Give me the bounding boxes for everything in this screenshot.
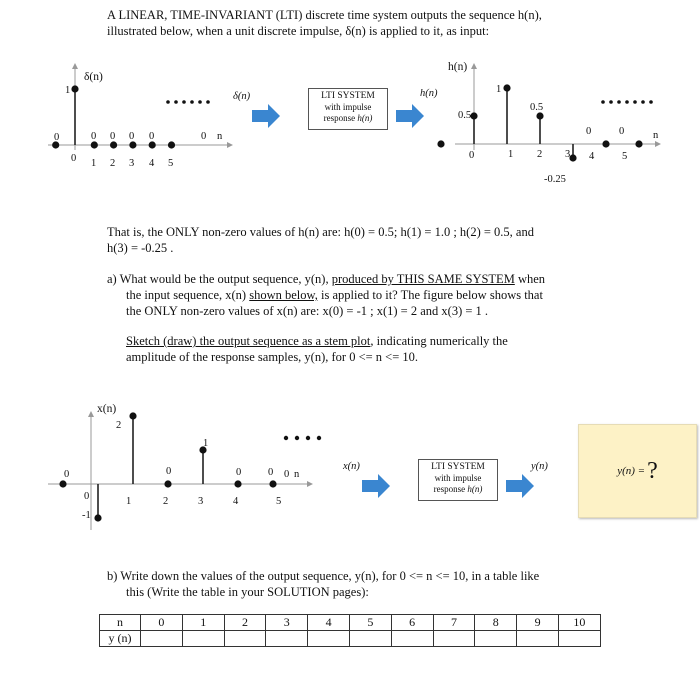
table-cell-n: 8: [475, 615, 517, 631]
delta-continuation-dots: [166, 100, 210, 104]
delta-tick-label: 5: [168, 158, 174, 169]
top-system-line-3: response h(n): [323, 113, 373, 123]
bottom-output-label: y(n): [531, 461, 548, 472]
table-cell-yn: [182, 631, 224, 647]
x-zero-label: 0: [284, 469, 290, 480]
x-stem-point: [234, 480, 241, 487]
part-a-line-2: the input sequence, x(n) shown below, is applied to it? The figure below shows that: [126, 288, 543, 302]
h-label: h(n): [448, 61, 468, 73]
bottom-lti-system-box: [418, 459, 498, 501]
delta-n-label: n: [217, 131, 223, 142]
part-b-line-2: this (Write the table in your SOLUTION pages):: [126, 585, 369, 599]
h-stem-point: [635, 140, 642, 147]
h-value-label: 0.5: [458, 110, 472, 121]
table-cell-n: 10: [558, 615, 600, 631]
part-a-line-5: amplitude of the response samples, y(n), for 0 <= n <= 10.: [126, 350, 419, 364]
table-cell-n: 5: [349, 615, 391, 631]
bottom-output-arrow-icon: [506, 474, 534, 498]
table-cell-n: 6: [391, 615, 433, 631]
delta-stem-point: [168, 141, 175, 148]
h-tick-label: 1: [508, 149, 514, 160]
x-tick-label: 3: [198, 496, 204, 507]
x-stem-point: [164, 480, 171, 487]
table-cell-n: 1: [182, 615, 224, 631]
delta-one-label: 1: [65, 85, 71, 96]
delta-tick-label: 2: [110, 158, 116, 169]
table-header-n: n: [100, 615, 141, 631]
h-tick-label: 5: [622, 151, 628, 162]
table-cell-yn: [391, 631, 433, 647]
bottom-system-line-2: with impulse: [434, 473, 482, 483]
x-label: x(n): [97, 403, 117, 415]
table-cell-n: 7: [433, 615, 475, 631]
x-stem-point: [129, 412, 136, 419]
x-tick-label: 2: [163, 496, 169, 507]
h-value-label: 1: [496, 84, 502, 95]
x-continuation-dots: [284, 436, 321, 440]
h-value-label: -0.25: [544, 174, 566, 185]
top-input-label: δ(n): [233, 91, 251, 102]
delta-zero-label: 0: [149, 131, 155, 142]
table-cell-n: 0: [141, 615, 183, 631]
answer-question-mark: ?: [647, 457, 658, 484]
table-cell-n: 2: [224, 615, 266, 631]
top-output-label: h(n): [420, 88, 438, 99]
delta-tick-label: 0: [71, 153, 77, 164]
x-tick-label: 0: [84, 491, 90, 502]
x-zero-label: 0: [268, 467, 274, 478]
x-value-label: 2: [116, 420, 122, 431]
delta-tick-label: 1: [91, 158, 97, 169]
h-stem-point: [569, 154, 576, 161]
h-stem-point: [470, 112, 477, 119]
x-stem-point: [59, 480, 66, 487]
part-a-line-3: the ONLY non-zero values of x(n) are: x(0) = -1 ; x(1) = 2 and x(3) = 1 .: [126, 304, 489, 318]
h-tick-label: 2: [537, 149, 543, 160]
table-cell-yn: [141, 631, 183, 647]
delta-zero-label: 0: [201, 131, 207, 142]
delta-stem-point: [149, 141, 156, 148]
table-cell-n: 4: [308, 615, 350, 631]
table-cell-n: 9: [517, 615, 559, 631]
h-stem-point: [602, 140, 609, 147]
delta-tick-label: 4: [149, 158, 155, 169]
x-tick-label: 5: [276, 496, 282, 507]
h-zero-label: 0: [586, 126, 592, 137]
table-header-yn: y (n): [100, 631, 141, 647]
delta-zero-label: 0: [91, 131, 97, 142]
note-line-2: h(3) = -0.25 .: [107, 241, 174, 255]
h-stem-point: [536, 112, 543, 119]
table-cell-yn: [224, 631, 266, 647]
top-system-line-2: with impulse: [324, 102, 372, 112]
answer-text: y(n) =: [617, 465, 646, 477]
x-zero-label: 0: [236, 467, 242, 478]
x-value-label: 1: [203, 438, 209, 449]
table-cell-yn: [475, 631, 517, 647]
note-line-1: That is, the ONLY non-zero values of h(n) are: h(0) = 0.5; h(1) = 1.0 ; h(2) = 0.5, and: [107, 225, 534, 239]
top-system-line-1: LTI SYSTEM: [321, 91, 375, 101]
x-n-label: n: [294, 469, 300, 480]
h-value-label: 0.5: [530, 102, 544, 113]
top-lti-system-box: [308, 88, 388, 130]
x-stem-point: [94, 514, 101, 521]
x-zero-label: 0: [64, 469, 70, 480]
delta-zero-label: 0: [54, 132, 60, 143]
delta-zero-label: 0: [129, 131, 135, 142]
bottom-system-line-1: LTI SYSTEM: [431, 462, 485, 472]
h-tick-label: 0: [469, 150, 475, 161]
h-tick-label: 4: [589, 151, 595, 162]
part-a-line-1: a) What would be the output sequence, y(n), produced by THIS SAME SYSTEM when: [107, 272, 546, 286]
part-a-line-4: Sketch (draw) the output sequence as a stem plot, indicating numerically the: [126, 334, 508, 348]
delta-zero-label: 0: [110, 131, 116, 142]
table-cell-yn: [349, 631, 391, 647]
bottom-input-arrow-icon: [362, 474, 390, 498]
table-cell-yn: [517, 631, 559, 647]
part-b-line-1: b) Write down the values of the output sequence, y(n), for 0 <= n <= 10, in a table like: [107, 569, 540, 583]
x-value-label: -1: [82, 510, 91, 521]
h-stem-point: [437, 140, 444, 147]
x-tick-label: 4: [233, 496, 239, 507]
top-input-arrow-icon: [252, 104, 280, 128]
bottom-system-line-3: response h(n): [433, 484, 483, 494]
h-tick-label: 3: [565, 149, 571, 160]
table-cell-yn: [266, 631, 308, 647]
delta-stem-point: [91, 141, 98, 148]
top-output-arrow-icon: [396, 104, 424, 128]
table-cell-n: 3: [266, 615, 308, 631]
table-cell-yn: [558, 631, 600, 647]
table-cell-yn: [433, 631, 475, 647]
x-tick-label: 1: [126, 496, 132, 507]
delta-stem-point: [129, 141, 136, 148]
x-stem-point: [269, 480, 276, 487]
delta-stem-point: [110, 141, 117, 148]
h-n-label: n: [653, 130, 659, 141]
delta-stem-point: [71, 85, 78, 92]
x-zero-label: 0: [166, 466, 172, 477]
table-row-n: [100, 615, 601, 631]
answer-box: [578, 424, 697, 518]
intro-line-1: A LINEAR, TIME-INVARIANT (LTI) discrete time system outputs the sequence h(n),: [107, 8, 542, 22]
values-table: [99, 614, 601, 647]
delta-tick-label: 3: [129, 158, 135, 169]
bottom-input-label: x(n): [343, 461, 360, 472]
h-continuation-dots: [601, 100, 653, 104]
table-row-yn: [100, 631, 601, 647]
delta-label: δ(n): [84, 71, 103, 83]
h-stem-point: [503, 84, 510, 91]
intro-line-2: illustrated below, when a unit discrete impulse, δ(n) is applied to it, as input:: [107, 24, 490, 38]
h-zero-label: 0: [619, 126, 625, 137]
table-cell-yn: [308, 631, 350, 647]
